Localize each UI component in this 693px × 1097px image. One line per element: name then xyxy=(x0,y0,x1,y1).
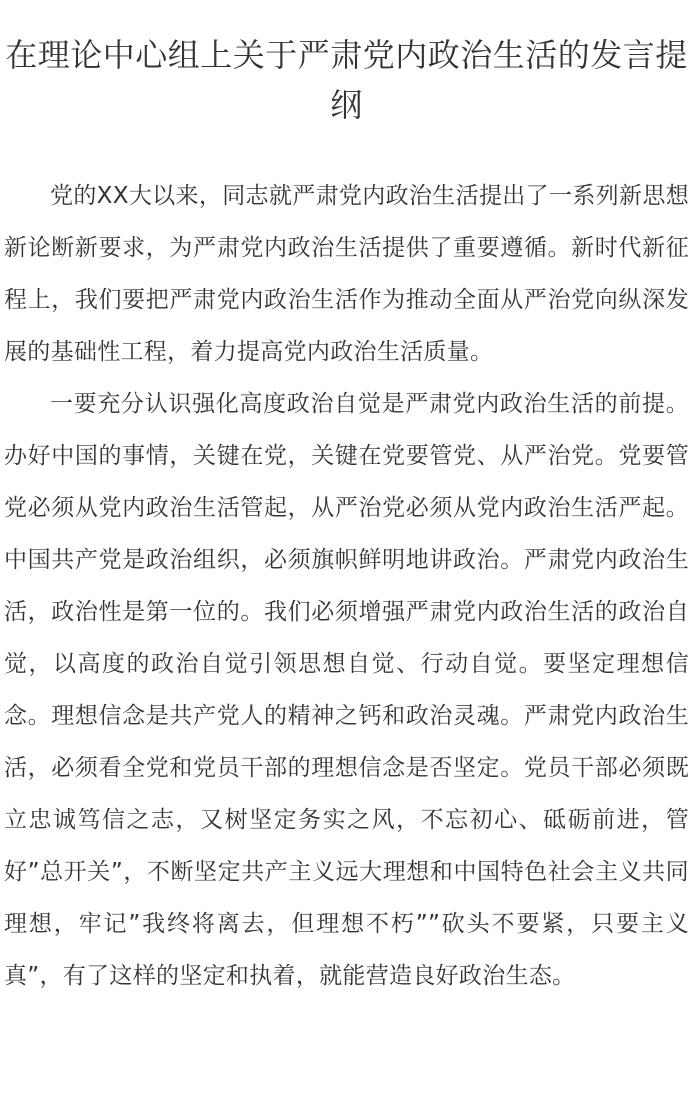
document-title: 在理论中心组上关于严肃党内政治生活的发言提纲 xyxy=(5,36,688,124)
document-body xyxy=(4,170,689,1002)
paragraph-intro: 党的XX大以来，同志就严肃党内政治生活提出了一系列新思想新论断新要求，为严肃党内政治生活提供了重要遵循。新时代新征程上，我们要把严肃党内政治生活作为推动全面从严治党向纵深发展的基础性工程，着力提高党内政治生活质量。 xyxy=(4,183,689,365)
paragraph-point-one: 一要充分认识强化高度政治自觉是严肃党内政治生活的前提。办好中国的事情，关键在党，关键在党要管党、从严治党。党要管党必须从党内政治生活管起，从严治党必须从党内政治生活严起。中国共产党是政治组织，必须旗帜鲜明地讲政治。严肃党内政治生活，政治性是第一位的。我们必须增强严肃党内政治生活的政治自觉，以高度的政治自觉引领思想自觉、行动自觉。要坚定理想信念。理想信念是共产党人的精神之钙和政治灵魂。严肃党内政治生活，必须看全党和党员干部的理想信念是否坚定。党员干部必须既立忠诚笃信之志，又树坚定务实之风，不忘初心、砥砺前进，管好”总开关”，不断坚定共产主义远大理想和中国特色社会主义共同理想，牢记”我终将离去，但理想不朽””砍头不要紧，只要主义真”，有了这样的坚定和执着，就能营造良好政治生态。 xyxy=(4,391,689,989)
